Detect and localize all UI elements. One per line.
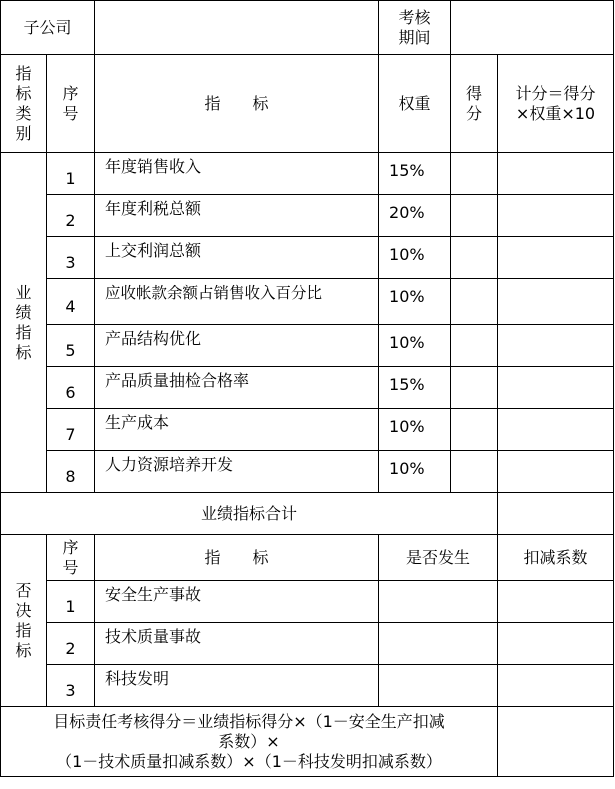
perf-formula-cell[interactable] bbox=[498, 279, 614, 325]
veto-seq-header bbox=[47, 535, 95, 581]
perf-indicator: 应收帐款余额占销售收入百分比 bbox=[95, 279, 379, 325]
perf-weight: 10% bbox=[379, 237, 451, 279]
category-char: 决 bbox=[15, 600, 32, 620]
perf-seq: 3 bbox=[47, 237, 95, 279]
formula-line1: 目标责任考核得分＝业绩指标得分×（1－安全生产扣减 bbox=[53, 711, 445, 731]
perf-score-cell[interactable] bbox=[451, 153, 498, 195]
period-label-line1: 考核 bbox=[398, 7, 431, 27]
performance-row bbox=[1, 279, 614, 325]
perf-seq: 2 bbox=[47, 195, 95, 237]
period-label-line2: 期间 bbox=[398, 27, 431, 47]
perf-score-cell[interactable] bbox=[451, 367, 498, 409]
period-value-cell[interactable] bbox=[451, 1, 614, 55]
perf-indicator: 产品质量抽检合格率 bbox=[95, 367, 379, 409]
col-category-char: 别 bbox=[15, 123, 32, 143]
perf-seq: 6 bbox=[47, 367, 95, 409]
category-char: 业 bbox=[15, 282, 32, 302]
formula-line2: 系数）× bbox=[218, 731, 280, 751]
company-value-cell[interactable] bbox=[95, 1, 379, 55]
perf-weight: 10% bbox=[379, 409, 451, 451]
veto-row bbox=[1, 665, 614, 707]
col-seq-char: 序 bbox=[62, 83, 79, 103]
col-category-char: 指 bbox=[15, 63, 32, 83]
veto-deduct-cell[interactable] bbox=[498, 581, 614, 623]
perf-indicator: 生产成本 bbox=[95, 409, 379, 451]
header-row bbox=[1, 1, 614, 55]
period-label bbox=[379, 1, 451, 55]
perf-weight: 20% bbox=[379, 195, 451, 237]
perf-score-cell[interactable] bbox=[451, 325, 498, 367]
perf-score-cell[interactable] bbox=[451, 451, 498, 493]
veto-deduct-cell[interactable] bbox=[498, 623, 614, 665]
performance-row bbox=[1, 367, 614, 409]
perf-score-cell[interactable] bbox=[451, 279, 498, 325]
col-indicator-header: 指 标 bbox=[95, 55, 379, 153]
performance-total-row bbox=[1, 493, 614, 535]
veto-indicator: 技术质量事故 bbox=[95, 623, 379, 665]
perf-weight: 10% bbox=[379, 451, 451, 493]
category-char: 指 bbox=[15, 322, 32, 342]
col-formula-line2: ×权重×10 bbox=[515, 103, 596, 123]
veto-seq-char: 序 bbox=[62, 537, 79, 557]
col-weight-header: 权重 bbox=[379, 55, 451, 153]
veto-header-row bbox=[1, 535, 614, 581]
perf-formula-cell[interactable] bbox=[498, 367, 614, 409]
performance-row bbox=[1, 325, 614, 367]
footer-row bbox=[1, 707, 614, 777]
veto-occurred-header: 是否发生 bbox=[379, 535, 498, 581]
veto-seq: 3 bbox=[47, 665, 95, 707]
performance-row bbox=[1, 409, 614, 451]
perf-indicator: 人力资源培养开发 bbox=[95, 451, 379, 493]
perf-formula-cell[interactable] bbox=[498, 237, 614, 279]
col-category-char: 标 bbox=[15, 83, 32, 103]
veto-seq-char: 号 bbox=[62, 557, 79, 577]
perf-indicator: 年度销售收入 bbox=[95, 153, 379, 195]
perf-weight: 15% bbox=[379, 153, 451, 195]
col-score-header bbox=[451, 55, 498, 153]
col-score-char: 得 bbox=[466, 83, 483, 103]
col-seq-header bbox=[47, 55, 95, 153]
performance-row bbox=[1, 195, 614, 237]
veto-seq: 2 bbox=[47, 623, 95, 665]
perf-weight: 10% bbox=[379, 279, 451, 325]
col-category-char: 类 bbox=[15, 103, 32, 123]
veto-category bbox=[1, 535, 47, 707]
performance-category bbox=[1, 153, 47, 493]
performance-row bbox=[1, 237, 614, 279]
veto-row bbox=[1, 581, 614, 623]
perf-indicator: 年度利税总额 bbox=[95, 195, 379, 237]
perf-indicator: 产品结构优化 bbox=[95, 325, 379, 367]
veto-occurred-cell[interactable] bbox=[379, 665, 498, 707]
perf-seq: 5 bbox=[47, 325, 95, 367]
performance-total-value-cell[interactable] bbox=[498, 493, 614, 535]
perf-formula-cell[interactable] bbox=[498, 325, 614, 367]
veto-deduct-header: 扣减系数 bbox=[498, 535, 614, 581]
final-score-value-cell[interactable] bbox=[498, 707, 614, 777]
category-char: 指 bbox=[15, 620, 32, 640]
perf-formula-cell[interactable] bbox=[498, 409, 614, 451]
col-formula-header bbox=[498, 55, 614, 153]
veto-row bbox=[1, 623, 614, 665]
column-header-row bbox=[1, 55, 614, 153]
veto-occurred-cell[interactable] bbox=[379, 623, 498, 665]
performance-row bbox=[1, 153, 614, 195]
col-score-char: 分 bbox=[466, 103, 483, 123]
perf-weight: 10% bbox=[379, 325, 451, 367]
perf-weight: 15% bbox=[379, 367, 451, 409]
veto-deduct-cell[interactable] bbox=[498, 665, 614, 707]
final-score-formula bbox=[1, 707, 498, 777]
col-category-header bbox=[1, 55, 47, 153]
veto-occurred-cell[interactable] bbox=[379, 581, 498, 623]
col-seq-char: 号 bbox=[62, 103, 79, 123]
perf-seq: 4 bbox=[47, 279, 95, 325]
veto-seq: 1 bbox=[47, 581, 95, 623]
category-char: 绩 bbox=[15, 302, 32, 322]
perf-score-cell[interactable] bbox=[451, 195, 498, 237]
veto-indicator: 安全生产事故 bbox=[95, 581, 379, 623]
formula-line3: （1－技术质量扣减系数）×（1－科技发明扣减系数） bbox=[56, 751, 442, 771]
company-label: 子公司 bbox=[1, 1, 95, 55]
category-char: 标 bbox=[15, 342, 32, 362]
perf-formula-cell[interactable] bbox=[498, 195, 614, 237]
perf-seq: 8 bbox=[47, 451, 95, 493]
perf-formula-cell[interactable] bbox=[498, 153, 614, 195]
perf-indicator: 上交利润总额 bbox=[95, 237, 379, 279]
veto-indicator: 科技发明 bbox=[95, 665, 379, 707]
performance-row bbox=[1, 451, 614, 493]
category-char: 标 bbox=[15, 640, 32, 660]
perf-seq: 1 bbox=[47, 153, 95, 195]
perf-seq: 7 bbox=[47, 409, 95, 451]
col-formula-line1: 计分＝得分 bbox=[515, 83, 596, 103]
performance-total-label: 业绩指标合计 bbox=[1, 493, 498, 535]
category-char: 否 bbox=[15, 580, 32, 600]
veto-indicator-header: 指 标 bbox=[95, 535, 379, 581]
perf-score-cell[interactable] bbox=[451, 409, 498, 451]
perf-score-cell[interactable] bbox=[451, 237, 498, 279]
perf-formula-cell[interactable] bbox=[498, 451, 614, 493]
